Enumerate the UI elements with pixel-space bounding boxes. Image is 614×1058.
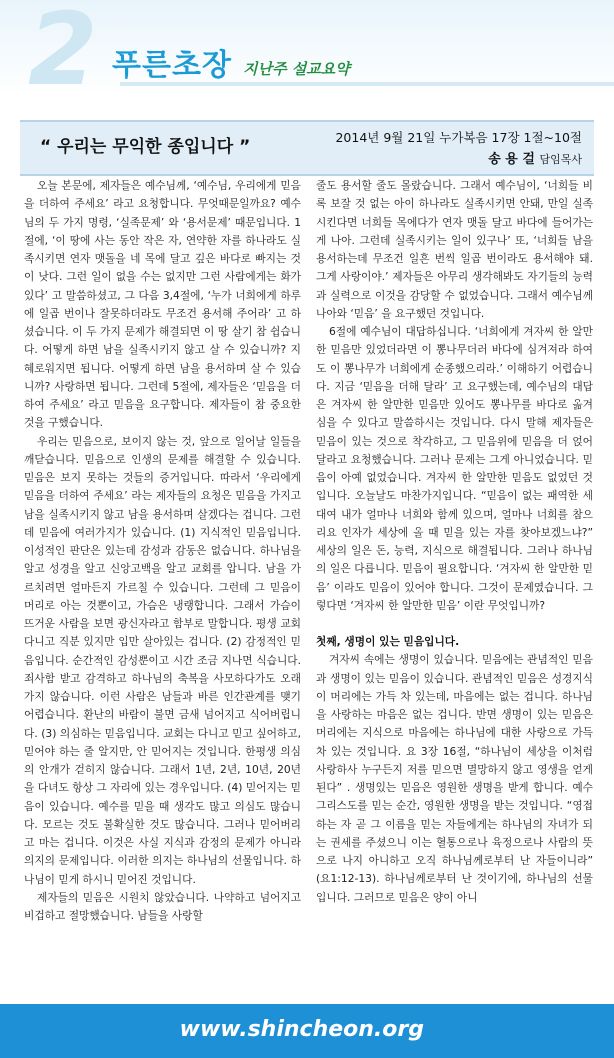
subheading: 첫째, 생명이 있는 믿음입니다. — [316, 635, 460, 648]
paragraph: 우리는 믿음으로, 보이지 않는 것, 앞으로 일어날 일들을 깨닫습니다. 믿음으로 인생의 문제를 해결할 수 있습니다. 믿음은 보지 못하는 것들의 증거입니다. 따라서 ‘우리에게 믿음을 더하여 주세요’ 라는 제자들의 요청은 믿음을 가지고 남을 실족시키지 않고 남을 용서하며 살겠다는 겁니다. 그런데 믿음에 여러가지가 있습니다. (1) 지식적인 믿음입니다. 이성적인 판단은 있는데 감성과 감동은 없습니다. 하나님을 알고 성경을 알고 신앙고백을 알고 교회를 압니다. 남을 가르치려면 얼마든지 가르칠 수 있습니다. 그런데 그 믿음이 머리로 아는 것뿐이고, 가슴은 냉랭합니다. 그래서 가슴이 뜨거운 사람을 보면 광신자라고 함부로 말합니다. 평생 교회 다니고 직분 있지만 입만 살아있는 겁니다. (2) 감정적인 믿음입니다. 순간적인 감성뿐이고 시간 조금 지나면 식습니다. 죄사함 받고 감격하고 하나님의 축복을 사모하다가도 오래가지 않습니다. 이런 사람은 남들과 바른 인간관계를 맺기 어렵습니다. 환난의 바람이 불면 금새 넘어지고 식어버립니다. (3) 의심하는 믿음입니다. 교회는 다니고 믿고 싶어하고, 믿어야 하는 줄 알지만, 안 믿어지는 것입니다. 한평생 의심의 안개가 걷히지 않습니다. 그래서 1년, 2년, 10년, 20년을 다녀도 항상 그 자리에 있는 경우입니다. (4) 믿어지는 믿음이 있습니다. 예수를 믿을 때 생각도 많고 의심도 많습니다. 모르는 것도 불확실한 것도 많습니다. 그러나 믿어버리고 마는 겁니다. 이것은 사실 지식과 감정의 문제가 아니라 의지의 문제입니다. 이러한 의지는 하나님의 선물입니다. 하나님이 믿게 하시니 믿어진 것입니다. — [24, 434, 301, 886]
sermon-title-bar — [20, 120, 594, 176]
body-column-right — [316, 177, 593, 907]
footer-bar — [0, 1004, 614, 1058]
preacher-role: 담임목사 — [539, 153, 582, 166]
paragraph: 6절에 예수님이 대답하십니다. ‘너희에게 겨자씨 한 알만한 믿음만 있었더라면 이 뽕나무더러 바다에 심겨져라 하여도 이 뽕나무가 너희에게 순종했으리라.’ 이해하기 어렵습니다. 지금 ‘믿음을 더해 달라’ 고 요구했는데, 예수님의 대답은 겨자씨 한 알만한 믿음만 있어도 뽕나무를 바다로 옮겨 심을 수 있다고 말씀하시는 것입니다. 다시 말해 제자들은 믿음이 있는 것으로 착각하고, 그 믿음위에 믿음을 더 얹어 달라고 요청했습니다. 그러나 문제는 그게 아니었습니다. 믿음이 아예 없었습니다. 겨자씨 한 알만한 믿음도 없었던 것입니다. 오늘날도 마찬가지입니다. “믿음이 없는 패역한 세대여 내가 얼마나 너희와 함께 있으며, 얼마나 너희를 참으리요 인자가 세상에 올 때 믿을 있는 자를 찾아보겠느냐?” 세상의 일은 돈, 능력, 지식으로 해결됩니다. 그러나 하나님의 일은 다릅니다. 믿음이 필요합니다. ‘겨자씨 한 알만한 믿음’ 이라도 믿음이 있어야 합니다. 그것이 문제였습니다. 그렇다면 ‘겨자씨 한 알만한 믿음’ 이란 무엇입니까? — [316, 325, 593, 612]
paragraph: 줄도 용서할 줄도 몰랐습니다. 그래서 예수님이, ‘너희들 비록 보잘 것 없는 아이 하나라도 실족시키면 안돼, 만일 실족시킨다면 너희들 목에다가 연자 맷돌 달고 바다에 들어가는 게 나아. 그런데 실족시키는 일이 있구나’ 또, ‘너희들 남을 용서하는데 무조건 일흔 번씩 일곱 번이라도 용서해야 돼. 그게 사랑이야.’ 제자들은 아무리 생각해봐도 자기들의 능력과 실력으로 이것을 감당할 수 없었습니다. 그래서 예수님께 나아와 ‘믿음’ 을 요구했던 것입니다. — [316, 179, 593, 320]
preacher-name: 송 용 걸 — [488, 152, 535, 167]
section-header — [0, 0, 614, 105]
paragraph: 겨자씨 속에는 생명이 있습니다. 믿음에는 관념적인 믿음과 생명이 있는 믿음이 있습니다. 관념적인 믿음은 성경지식이 머리에는 가득 차 있는데, 마음에는 없는 겁니다. 하나님을 사랑하는 마음은 없는 겁니다. 반면 생명이 있는 믿음은 머리에는 지식으로 마음에는 하나님에 대한 사랑으로 가득차 있는 것입니다. 요 3장 16절, “하나님이 세상을 이처럼 사랑하사 누구든지 저를 믿으면 멸망하지 않고 영생을 얻게 된다” . 생명있는 믿음은 영원한 생명을 받게 합니다. 예수 그리스도를 믿는 순간, 영원한 생명을 받는 것입니다. “영접하는 자 곧 그 이름을 믿는 자들에게는 하나님의 자녀가 되는 권세를 주셨으니 이는 혈통으로나 육정으로나 사람의 뜻으로 나지 아니하고 오직 하나님께로부터 난 자들이니라” (요1:12-13). 하나님께로부터 난 것이기에, 하나님의 선물입니다. 그러므로 믿음은 양이 아니 — [316, 653, 593, 904]
spacer — [316, 615, 593, 633]
section-title: 푸른초장 — [112, 48, 232, 83]
preacher — [488, 148, 582, 167]
section-subtitle: 지난주 설교요약 — [243, 60, 350, 78]
website-link[interactable]: www.shincheon.org — [179, 1017, 424, 1042]
body-column-left — [24, 177, 301, 925]
scripture-reference: 2014년 9월 21일 누가복음 17장 1절~10절 — [335, 130, 582, 145]
paragraph: 오늘 본문에, 제자들은 예수님께, ‘예수님, 우리에게 믿음을 더하여 주세요’ 라고 요청합니다. 무엇때문일까요? 예수님의 두 가지 명령, ‘실족문제’ 와 ‘용서문제’ 때문입니다. 1절에, ‘이 땅에 사는 동안 작은 자, 연약한 자를 하나라도 실족시키면 연자 맷돌을 네 목에 달고 깊은 바다로 빠지는 것이 낫다. 그런 일이 없을 수는 없지만 그런 사람에게는 화가 있다’ 고 말씀하셨고, 그 다음 3,4절에, ‘누가 너희에게 하루에 일곱 번이나 잘못하더라도 무조건 용서해 주어라’ 고 하셨습니다. 이 두 가지 문제가 해결되면 이 땅 살기 참 쉽습니다. 어떻게 하면 남을 실족시키지 않고 살 수 있습니까? 지혜로워지면 됩니다. 어떻게 하면 남을 용서하며 살 수 있습니까? 사랑하면 됩니다. 그런데 5절에, 제자들은 ‘믿음을 더하여 주세요’ 라고 믿음을 요구합니다. 제자들이 참 중요한 것을 구했습니다. — [24, 179, 301, 430]
section-number: 2 — [28, 0, 98, 105]
sermon-title: “ 우리는 무익한 종입니다 ” — [40, 137, 251, 157]
paragraph: 제자들의 믿음은 시원치 않았습니다. 나약하고 넘어지고 비겁하고 절망했습니다. 남들을 사랑할 — [24, 890, 301, 922]
